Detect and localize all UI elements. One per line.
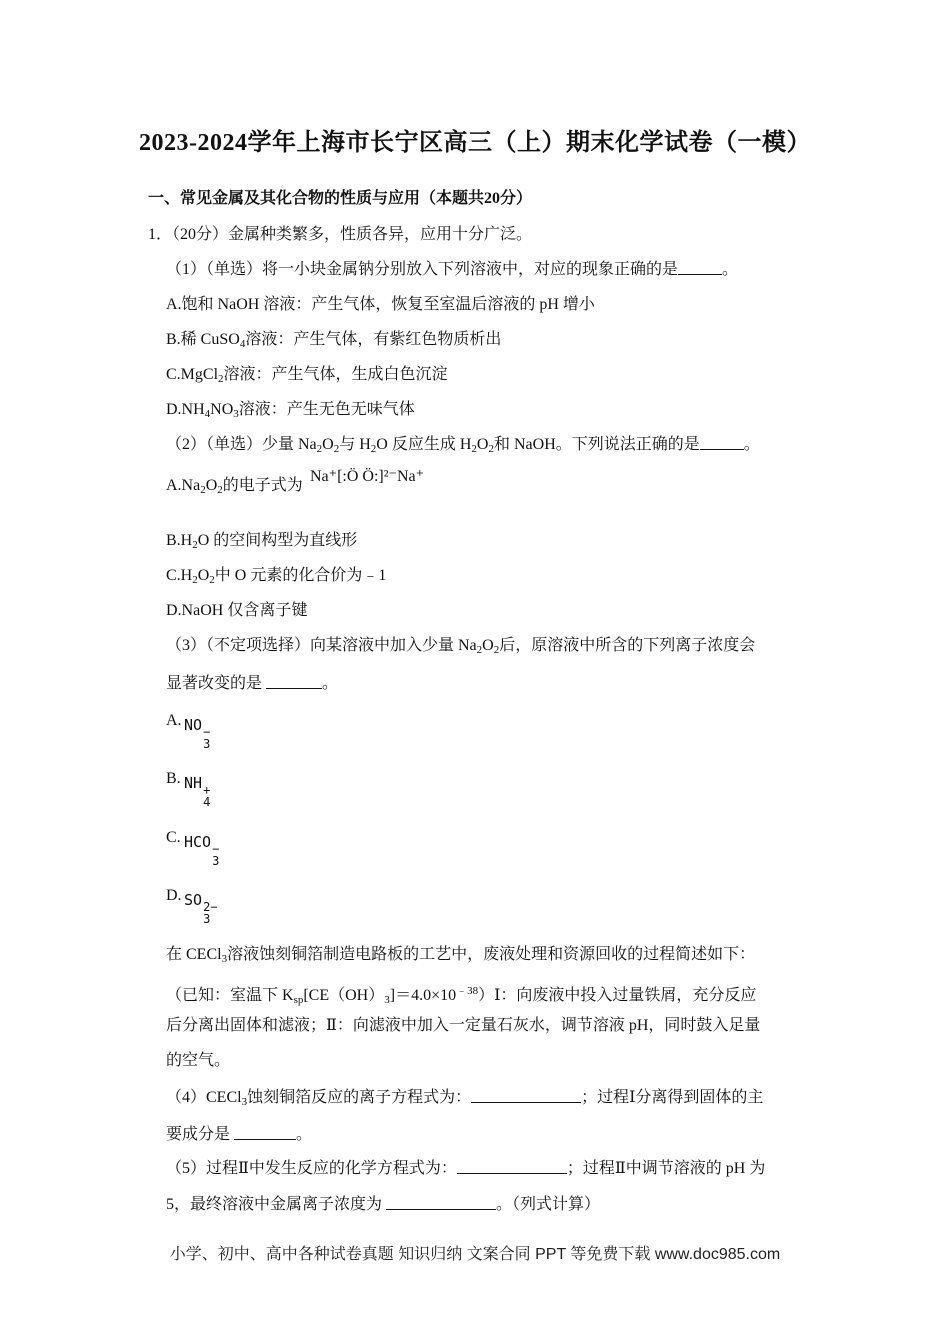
part-2-option-c: $C.H_2O_2$中 O 元素的化合价为﹣1 xyxy=(166,567,387,586)
part-4-line2: 要成分是 。 xyxy=(166,1126,313,1143)
part-4-line1: （4）CECl$_3$蚀刻铜箔反应的离子方程式为： ；过程Ⅰ分离得到固体的主 xyxy=(166,1089,764,1108)
part-2-option-a: $A.Na_2O_2$的电子式为 xyxy=(166,477,303,496)
answer-blank xyxy=(471,1088,581,1103)
answer-blank xyxy=(678,260,722,275)
option-letter: B. xyxy=(166,770,181,787)
process-paragraph-line3: 后分离出固体和滤液；Ⅱ：向滤液中加入一定量石灰水，调节溶液 pH，同时鼓入足量 xyxy=(166,1017,761,1034)
answer-blank xyxy=(266,674,322,689)
ion-bicarbonate: HCO − 3 xyxy=(184,833,220,868)
part-5-line2: 5，最终溶液中金属离子浓度为 。（列式计算） xyxy=(166,1196,601,1213)
part-1-option-b: B.稀 CuSO$_4$溶液：产生气体，有紫红色物质析出 xyxy=(166,331,502,350)
ion-nitrate: NO − 3 xyxy=(184,716,211,751)
footer-banner[interactable]: 小学、初中、高中各种试卷真题 知识归纳 文案合同 PPT 等免费下载 www.doc985.com xyxy=(169,1246,781,1263)
part-3-stem-line2: 显著改变的是 。 xyxy=(166,675,339,692)
question-1-intro: 1．（20分）金属种类繁多，性质各异，应用十分广泛。 xyxy=(148,226,533,243)
option-letter: C. xyxy=(166,829,181,846)
part-1-option-a: A.饱和 NaOH 溶液：产生气体，恢复至室温后溶液的 pH 增小 xyxy=(166,296,595,313)
page-title: 2023-2024学年上海市长宁区高三（上）期末化学试卷（一模） xyxy=(139,130,811,156)
answer-blank xyxy=(386,1195,496,1210)
ion-sulfite: SO 2− 3 xyxy=(184,891,218,926)
ion-ammonium: NH + 4 xyxy=(184,774,211,809)
part-1-option-c: C.MgCl$_2$溶液：产生气体，生成白色沉淀 xyxy=(166,366,448,385)
part-2-stem: （2）（单选）少量 $Na_2O_2$与 $H_2O$ 反应生成 $H_2O_2$和 NaOH。下列说法正确的是 。 xyxy=(166,436,760,455)
answer-blank xyxy=(457,1159,567,1174)
option-letter: A. xyxy=(166,712,182,729)
part-3-stem-line1: （3）（不定项选择）向某溶液中加入少量 $Na_2O_2$后，原溶液中所含的下列离子浓度会 xyxy=(166,637,756,656)
option-letter: D. xyxy=(166,887,182,904)
part-1-stem: （1）（单选）将一小块金属钠分别放入下列溶液中，对应的现象正确的是 。 xyxy=(166,261,739,278)
electron-formula: Na⁺[:Ö Ö:]²⁻Na⁺ xyxy=(310,468,425,485)
answer-blank xyxy=(700,435,744,450)
answer-blank xyxy=(234,1125,296,1140)
section-heading: 一、常见金属及其化合物的性质与应用（本题共20分） xyxy=(148,190,533,207)
part-5-line1: （5）过程Ⅱ中发生反应的化学方程式为： ；过程Ⅱ中调节溶液的 pH 为 xyxy=(166,1160,766,1177)
part-2-option-b: $B.H_2O$ 的空间构型为直线形 xyxy=(166,532,358,551)
process-paragraph-line1: 在 CECl$_3$溶液蚀刻铜箔制造电路板的工艺中，废液处理和资源回收的过程简述如下： xyxy=(166,946,756,965)
process-paragraph-line4: 的空气。 xyxy=(166,1052,231,1069)
part-1-option-d: $D.NH_4NO_3$溶液：产生无色无味气体 xyxy=(166,401,415,420)
part-2-option-d: D.NaOH 仅含离子键 xyxy=(166,602,308,619)
process-paragraph-line2: （已知：室温下 $K_{sp}[CE(OH)_3]=4.0\times 10^{﹣38})Ⅰ$：向废液中投入过量铁屑，充分反应 xyxy=(166,985,757,1006)
